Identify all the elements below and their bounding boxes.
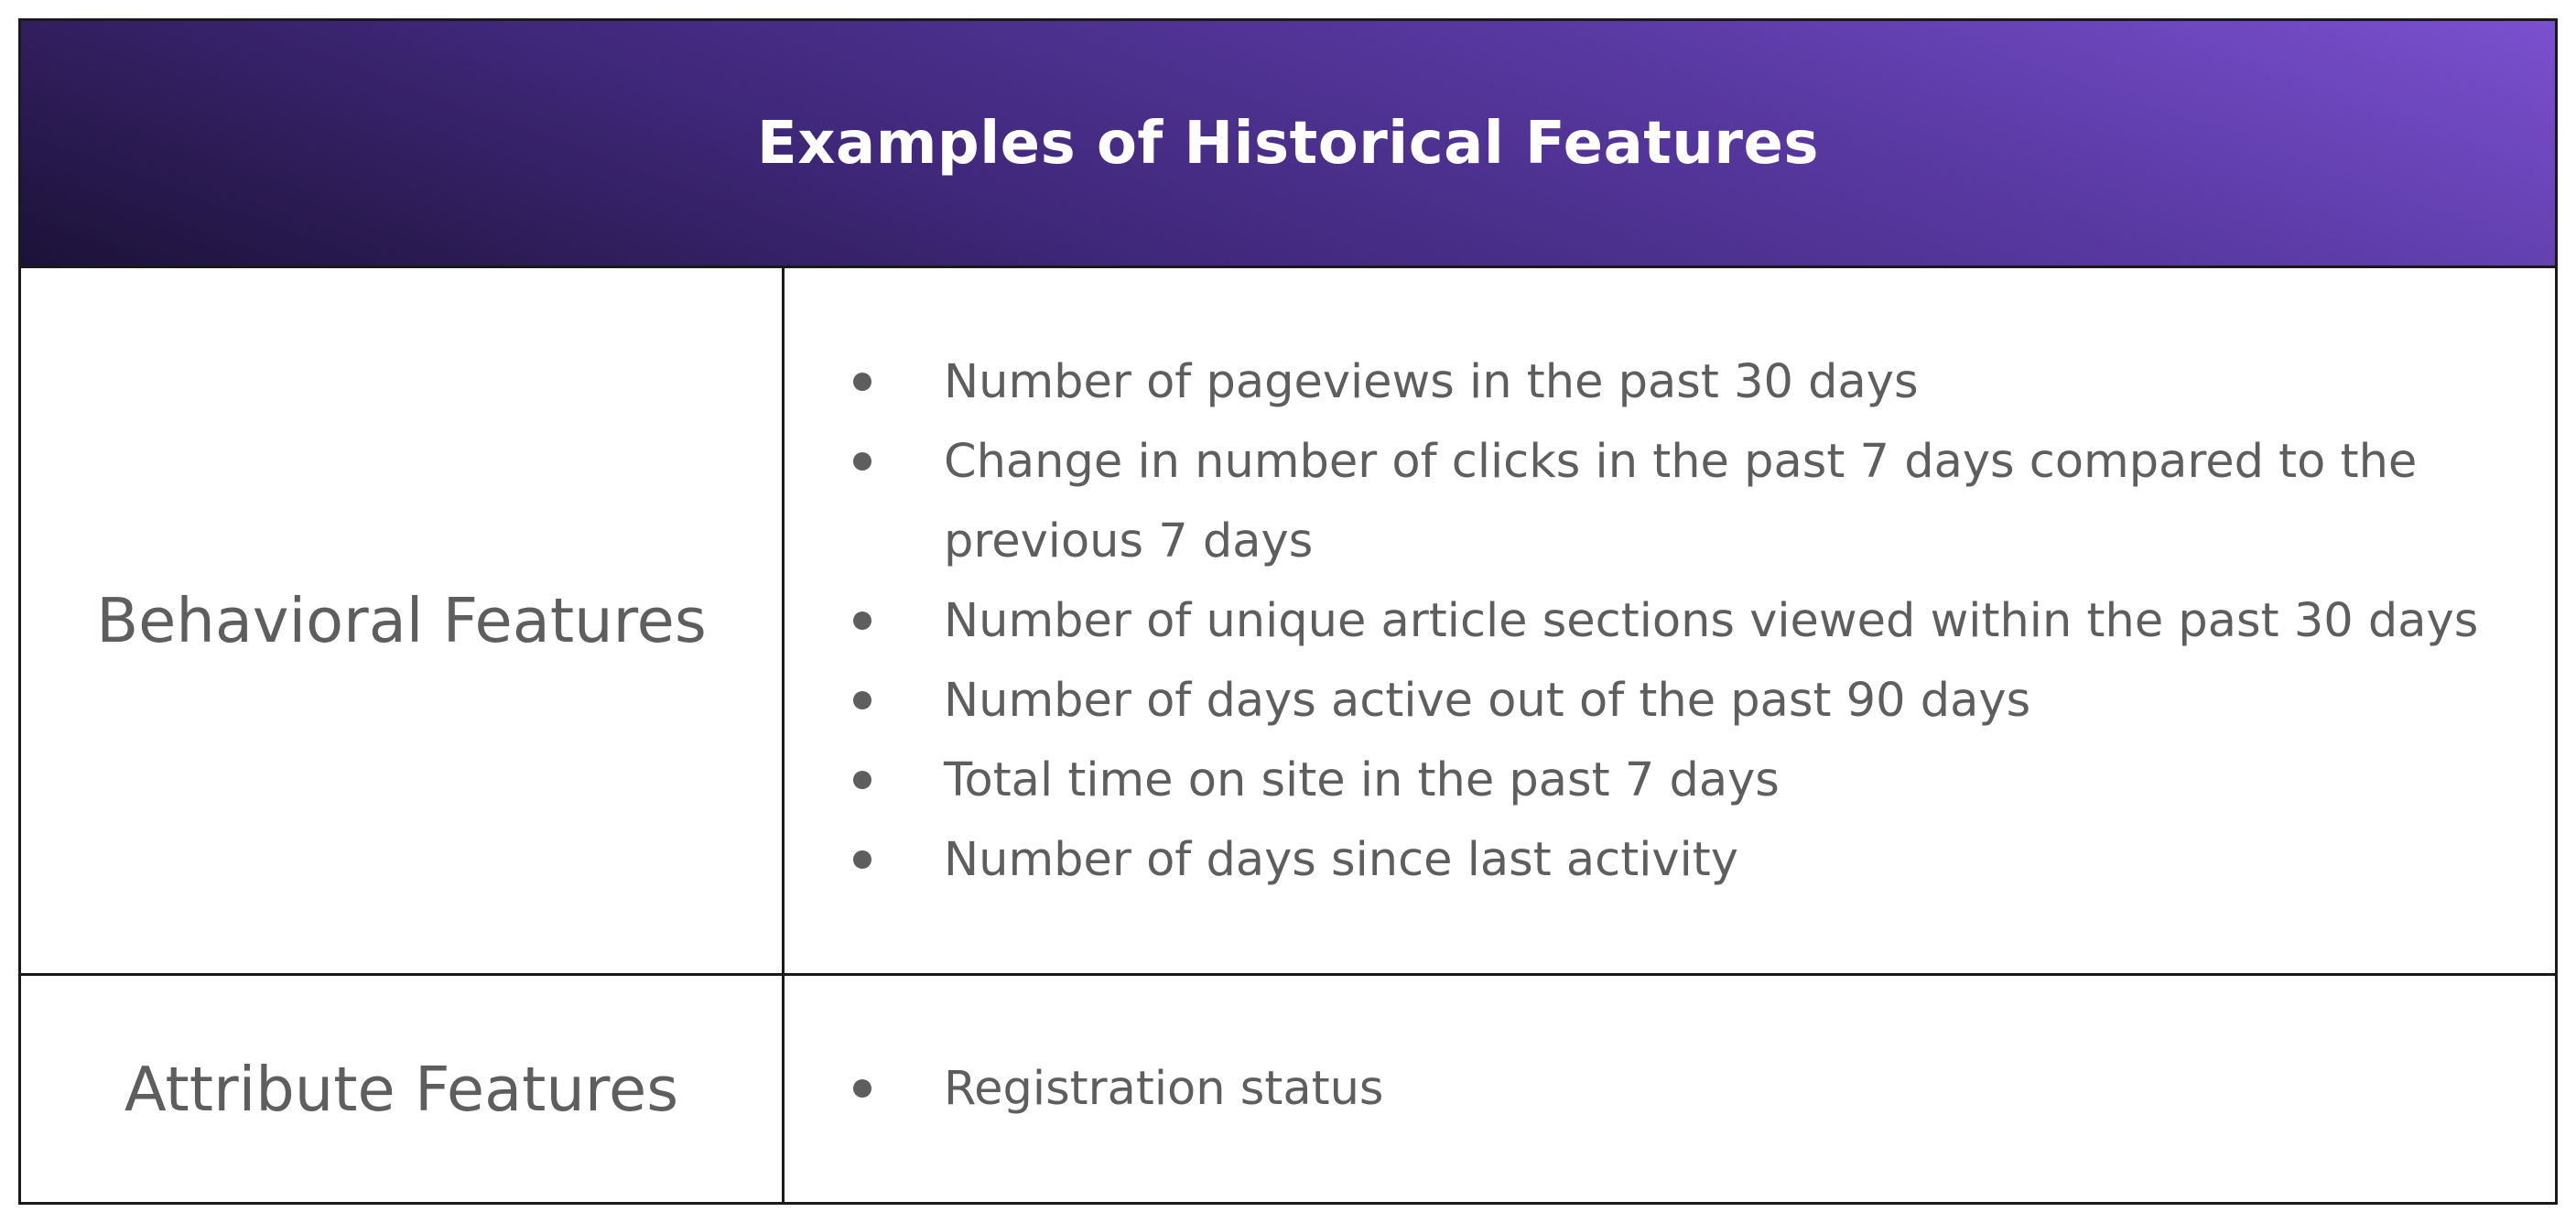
list-item: Number of days active out of the past 90 days bbox=[853, 661, 2555, 741]
row-label-behavioral: Behavioral Features bbox=[21, 268, 785, 976]
list-item: Total time on site in the past 7 days bbox=[853, 741, 2555, 820]
table-title: Examples of Historical Features bbox=[757, 109, 1819, 178]
attribute-feature-list bbox=[785, 1049, 2555, 1129]
list-item: Number of unique article sections viewed within the past 30 days bbox=[853, 581, 2555, 661]
row-body-attribute bbox=[785, 976, 2555, 1202]
list-item: Number of days since last activity bbox=[853, 820, 2555, 900]
list-item: Change in number of clicks in the past 7 days compared to the previous 7 days bbox=[853, 422, 2555, 581]
list-item: Number of pageviews in the past 30 days bbox=[853, 342, 2555, 422]
row-body-behavioral bbox=[785, 268, 2555, 976]
row-label-attribute: Attribute Features bbox=[21, 976, 785, 1202]
features-table bbox=[18, 18, 2558, 1205]
behavioral-feature-list bbox=[785, 342, 2555, 900]
list-item: Registration status bbox=[853, 1049, 2555, 1129]
table-header bbox=[21, 21, 2555, 268]
